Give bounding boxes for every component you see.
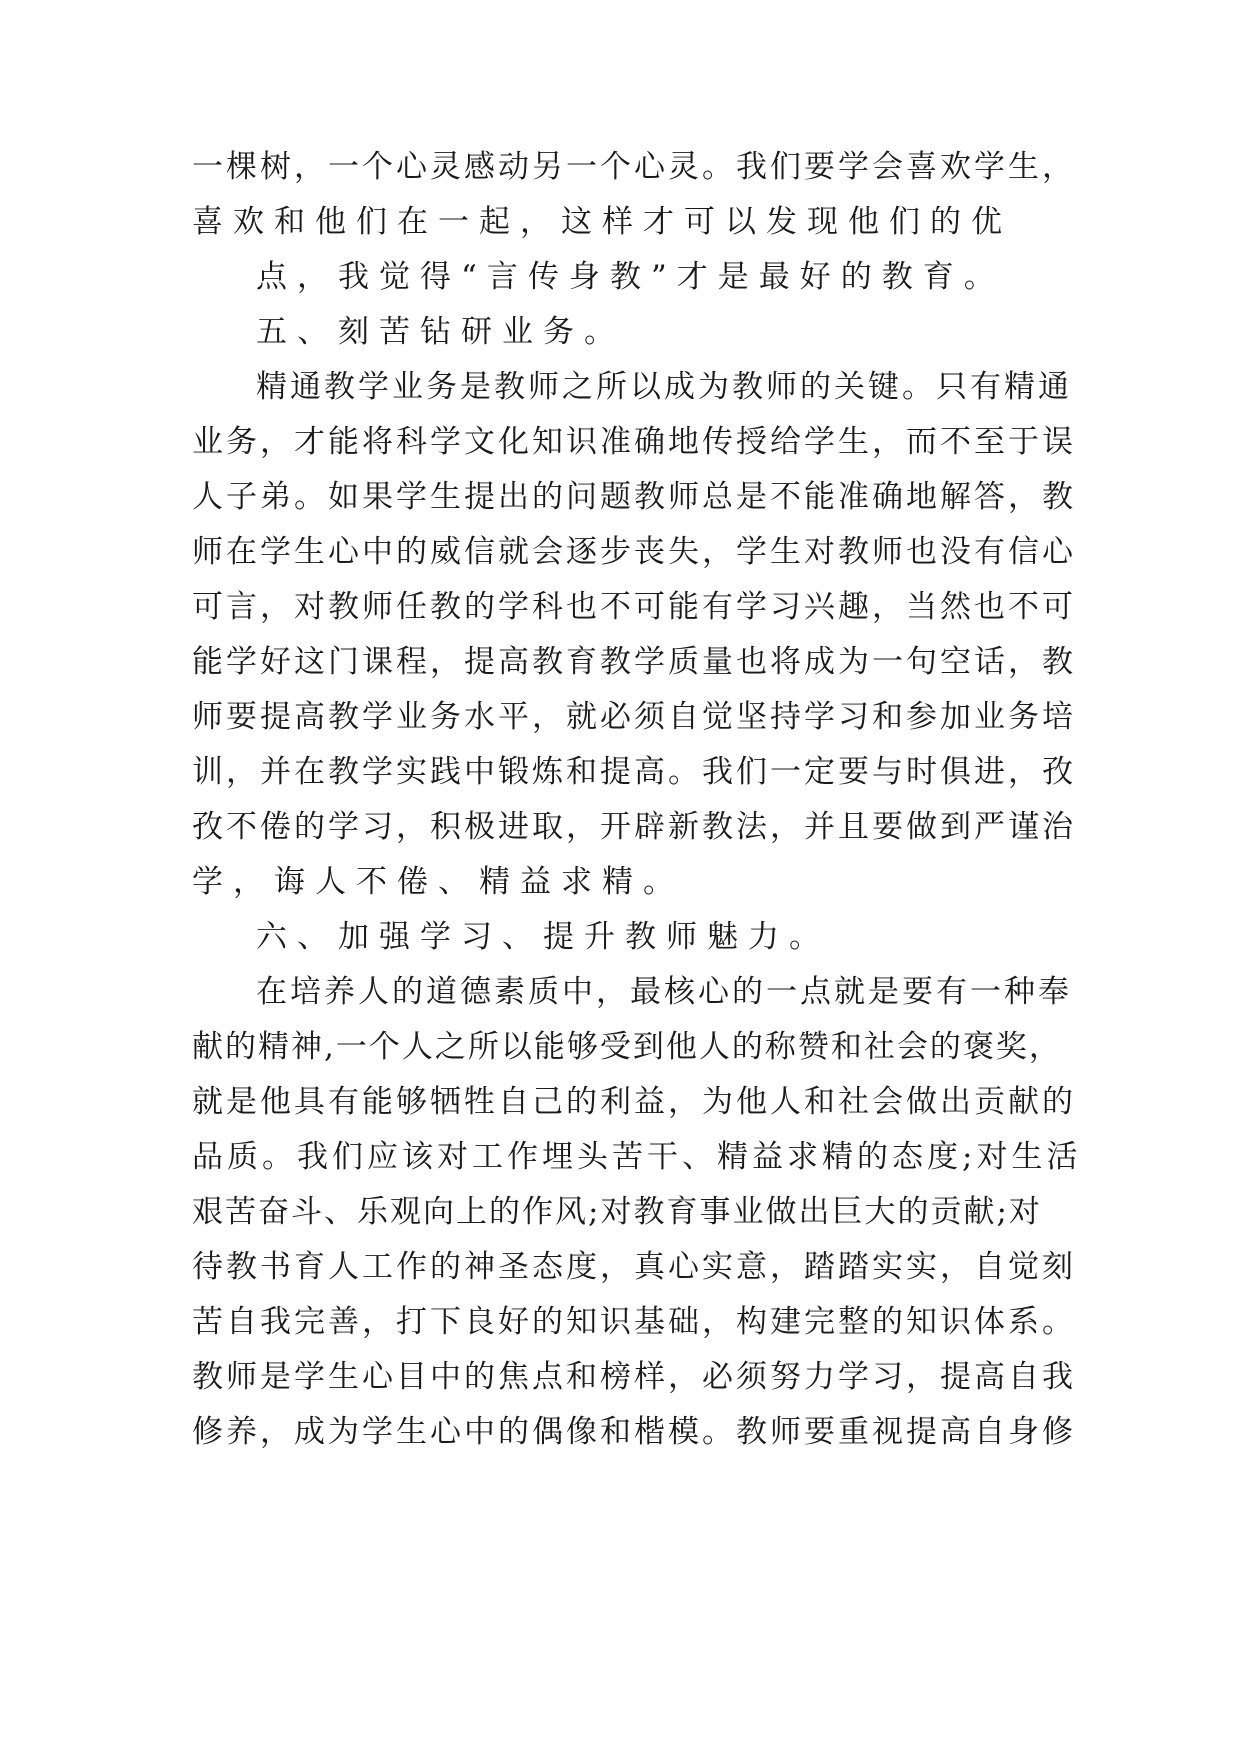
- text-line: 就是他具有能够牺牲自己的利益，为他人和社会做出贡献的: [192, 1084, 1076, 1120]
- text-line: 人子弟。如果学生提出的问题教师总是不能准确地解答，教: [192, 479, 1076, 515]
- text-line: 训，并在教学实践中锻炼和提高。我们一定要与时俱进，孜: [192, 754, 1076, 790]
- text-line: 修养，成为学生心中的偶像和楷模。教师要重视提高自身修: [192, 1414, 1076, 1450]
- text-line: 艰苦奋斗、乐观向上的作风;对教育事业做出巨大的贡献;对: [192, 1194, 1042, 1230]
- text-line: 待教书育人工作的神圣态度，真心实意，踏踏实实，自觉刻: [192, 1249, 1076, 1285]
- text-line: 精通教学业务是教师之所以成为教师的关键。只有精通: [256, 369, 1072, 405]
- text-line: 学，诲人不倦、精益求精。: [192, 864, 684, 900]
- text-line: 能学好这门课程，提高教育教学质量也将成为一句空话，教: [192, 644, 1076, 680]
- text-line: 可言，对教师任教的学科也不可能有学习兴趣，当然也不可: [192, 589, 1076, 625]
- text-line: 点，我觉得“言传身教”才是最好的教育。: [256, 259, 1005, 295]
- text-line: 献的精神,一个人之所以能够受到他人的称赞和社会的褒奖，: [192, 1029, 1062, 1065]
- text-line: 品质。我们应该对工作埋头苦干、精益求精的态度;对生活: [192, 1139, 1082, 1175]
- text-line: 师在学生心中的威信就会逐步丧失，学生对教师也没有信心: [192, 534, 1076, 570]
- text-line: 一棵树，一个心灵感动另一个心灵。我们要学会喜欢学生，: [192, 149, 1076, 185]
- section-heading: 六、加强学习、提升教师魅力。: [256, 919, 830, 955]
- text-line: 喜欢和他们在一起，这样才可以发现他们的优: [192, 204, 1012, 240]
- text-line: 孜不倦的学习，积极进取，开辟新教法，并且要做到严谨治: [192, 809, 1076, 845]
- section-heading: 五、刻苦钻研业务。: [256, 314, 625, 350]
- text-line: 在培养人的道德素质中，最核心的一点就是要有一种奉: [256, 974, 1072, 1010]
- text-line: 业务，才能将科学文化知识准确地传授给学生，而不至于误: [192, 424, 1076, 460]
- text-line: 苦自我完善，打下良好的知识基础，构建完整的知识体系。: [192, 1304, 1076, 1340]
- text-line: 师要提高教学业务水平，就必须自觉坚持学习和参加业务培: [192, 699, 1076, 735]
- text-line: 教师是学生心目中的焦点和榜样，必须努力学习，提高自我: [192, 1359, 1076, 1395]
